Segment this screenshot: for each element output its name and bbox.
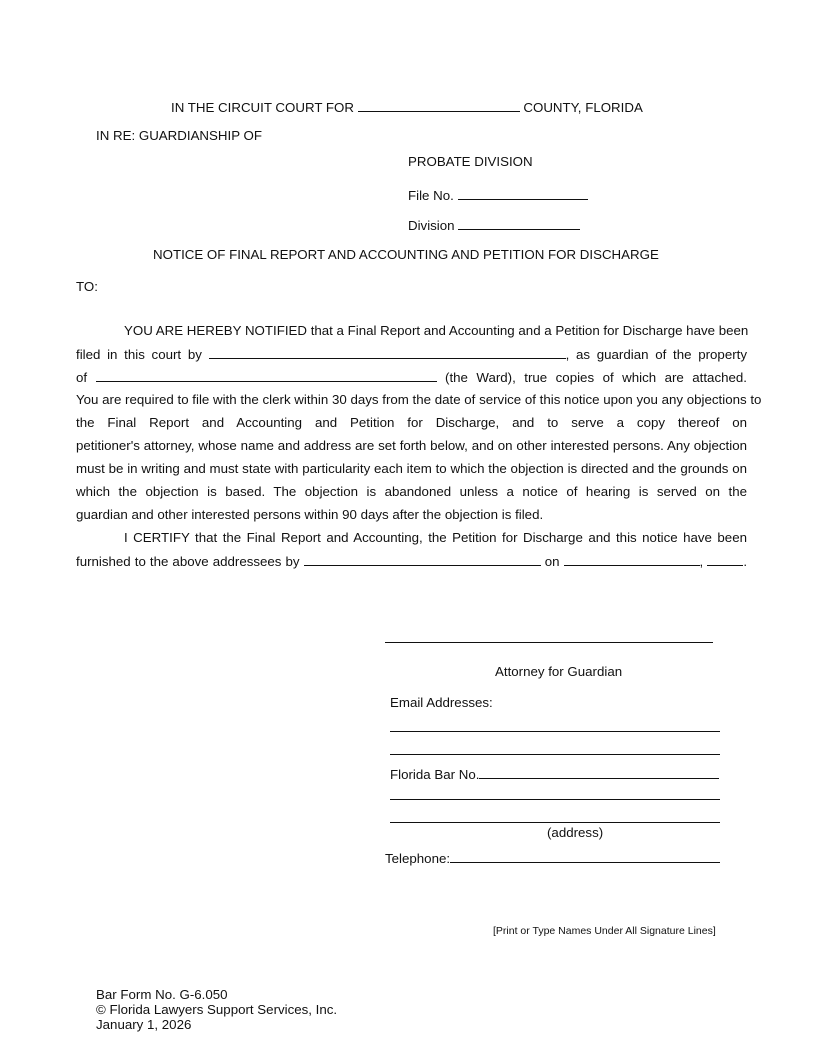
email-label: Email Addresses: — [390, 695, 493, 710]
body-line-5: the Final Report and Accounting and Petition for Discharge, and to serve a copy thereof on — [76, 415, 747, 430]
body-line-9: guardian and other interested persons within 90 days after the objection is filed. — [76, 507, 544, 522]
body-line-7: must be in writing and must state with particularity each item to which the objection is directed and the grounds on — [76, 461, 747, 476]
body-line-6: petitioner's attorney, whose name and address are set forth below, and on other interested persons. Any objection — [76, 438, 747, 453]
period-text: . — [743, 554, 748, 569]
print-names-note: [Print or Type Names Under All Signature Lines] — [493, 925, 716, 937]
address-label: (address) — [547, 825, 604, 840]
furnished-year-blank[interactable] — [707, 551, 743, 566]
filed-by-text: filed in this court by — [76, 347, 202, 362]
body-line-3 — [76, 367, 747, 387]
division-row — [408, 215, 580, 233]
furnished-method-blank[interactable] — [304, 551, 541, 566]
file-no-row — [408, 185, 588, 203]
telephone-label: Telephone: — [385, 851, 451, 866]
copyright: © Florida Lawyers Support Services, Inc. — [96, 1002, 338, 1017]
document-title: NOTICE OF FINAL REPORT AND ACCOUNTING AND PETITION FOR DISCHARGE — [153, 247, 659, 262]
signature-line[interactable] — [385, 642, 713, 643]
telephone-blank[interactable] — [450, 848, 720, 863]
body-line-2 — [76, 344, 747, 364]
to-label: TO: — [76, 279, 98, 294]
bar-number-blank[interactable] — [479, 764, 719, 779]
file-no-blank[interactable] — [458, 185, 588, 200]
furnished-date-blank[interactable] — [564, 551, 700, 566]
division-label: Division — [408, 218, 455, 233]
body-line-8: which the objection is based. The objection is abandoned unless a notice of hearing is served on the — [76, 484, 747, 499]
in-re-heading: IN RE: GUARDIANSHIP OF — [96, 128, 262, 143]
certify-line-1: I CERTIFY that the Final Report and Accounting, the Petition for Discharge and this notice have been — [124, 530, 747, 545]
attorney-label: Attorney for Guardian — [495, 664, 623, 679]
body-line-1: YOU ARE HEREBY NOTIFIED that a Final Report and Accounting and a Petition for Discharge have been — [124, 323, 749, 338]
on-text: on — [544, 554, 560, 569]
court-prefix: IN THE CIRCUIT COURT FOR — [171, 100, 354, 115]
of-text: of — [76, 370, 88, 385]
form-number: Bar Form No. G-6.050 — [96, 987, 228, 1002]
email-line-2[interactable] — [390, 754, 720, 755]
furnished-text: furnished to the above addressees by — [76, 554, 300, 569]
probate-division: PROBATE DIVISION — [408, 154, 533, 169]
address-line-2[interactable] — [390, 822, 720, 823]
telephone-row — [385, 848, 720, 866]
bar-number-row — [390, 764, 719, 782]
certify-line-2 — [76, 551, 747, 571]
court-suffix: COUNTY, FLORIDA — [523, 100, 643, 115]
email-line-1[interactable] — [390, 731, 720, 732]
ward-text: (the Ward), true copies of which are attached. — [445, 370, 747, 385]
filed-by-blank[interactable] — [209, 344, 566, 359]
ward-name-blank[interactable] — [96, 367, 437, 382]
form-date: January 1, 2026 — [96, 1017, 192, 1032]
guardian-text: , as guardian of the property — [565, 347, 747, 362]
body-line-4: You are required to file with the clerk within 30 days from the date of service of this notice upon you any objections to — [76, 392, 762, 407]
file-no-label: File No. — [408, 188, 454, 203]
comma-text: , — [699, 554, 704, 569]
division-blank[interactable] — [458, 215, 580, 230]
address-line-1[interactable] — [390, 799, 720, 800]
court-caption — [171, 97, 643, 115]
bar-number-label: Florida Bar No. — [390, 767, 480, 782]
county-blank[interactable] — [358, 97, 520, 112]
